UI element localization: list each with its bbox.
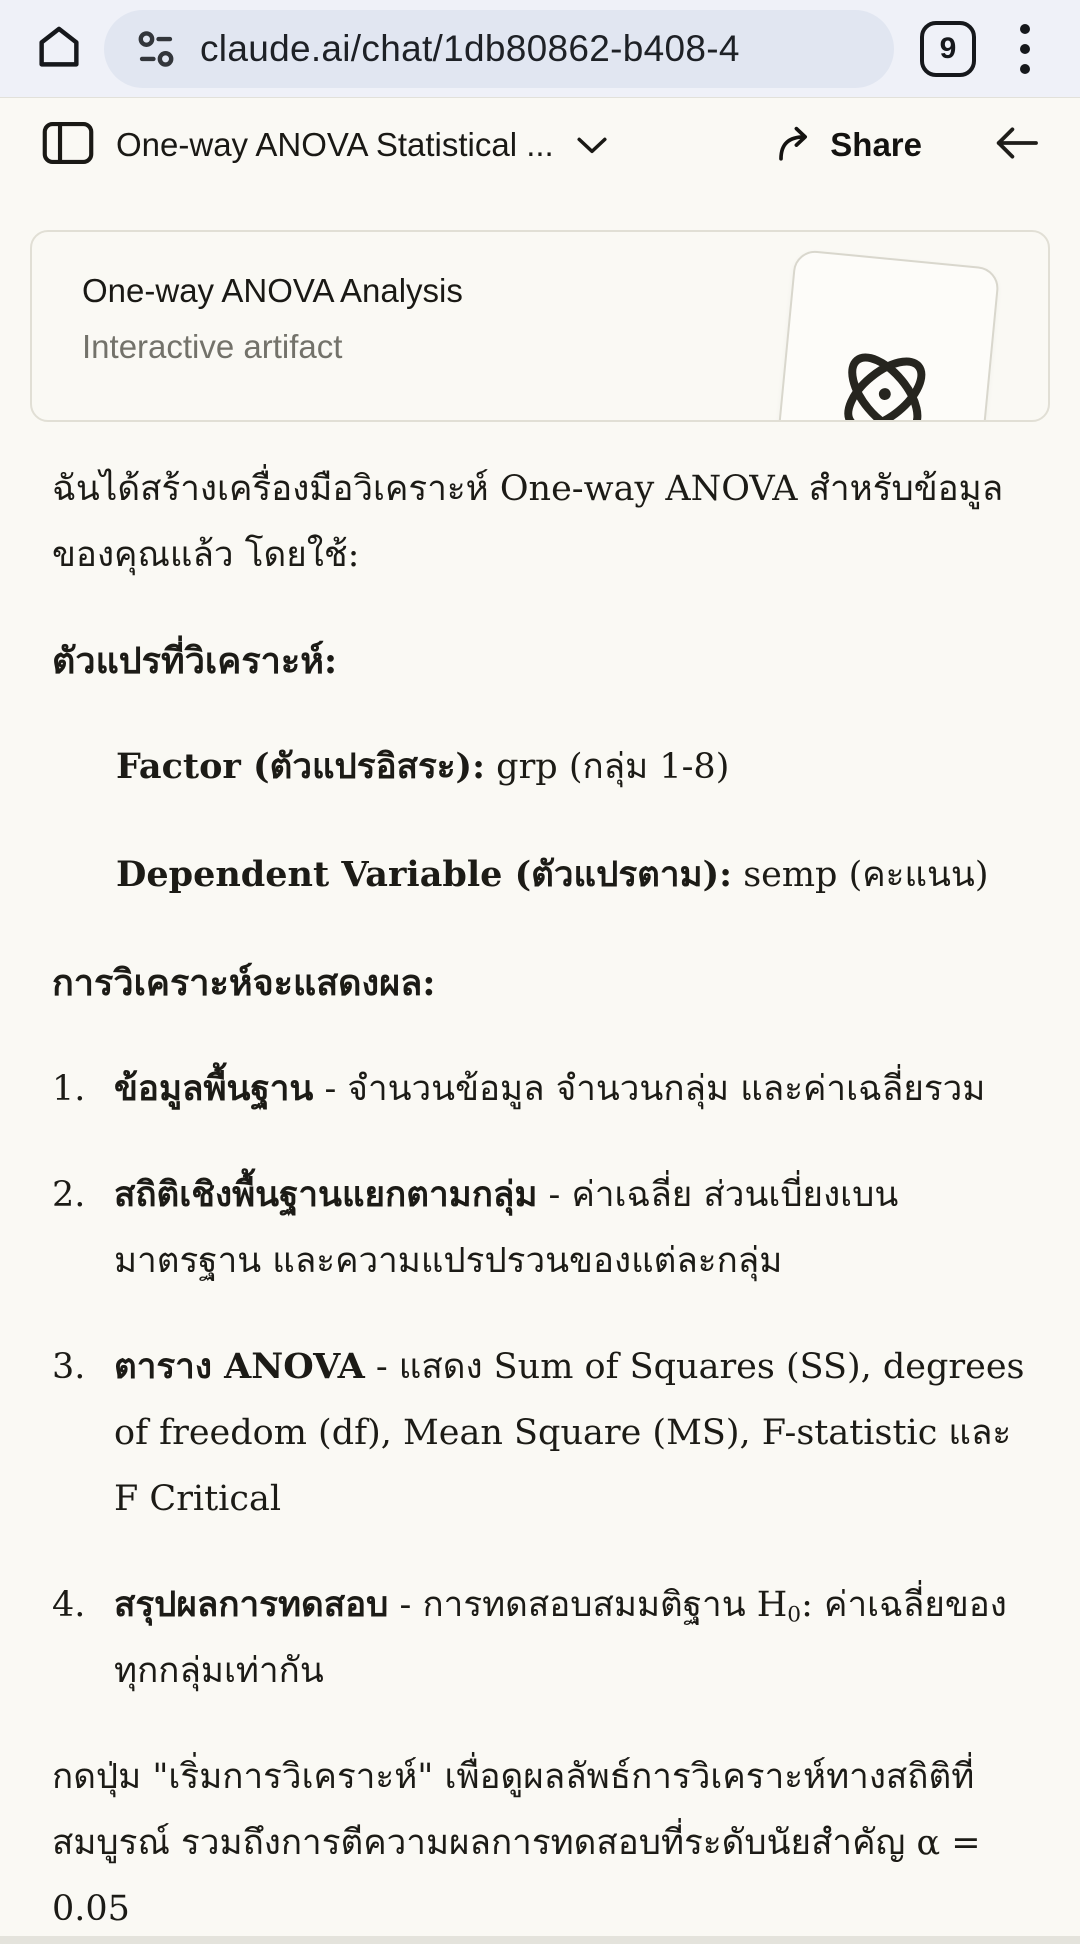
intro-paragraph: ฉัน​ได้​สร้าง​เครื่อง​มือ​วิเคราะห์ One-way ANOVA สำหรับ​ข้อมูล​ของ​คุณ​แล้ว โดย​ใช้:: [52, 469, 1004, 575]
share-button[interactable]: [774, 122, 922, 168]
url-bar[interactable]: [104, 10, 894, 88]
composer-top-edge: [0, 1936, 1080, 1944]
list-item: 1. ข้อมูลพื้นฐาน - จำนวน​ข้อมูล จำนวน​กลุ่ม และ​ค่า​เฉลี่ย​รวม: [52, 1068, 986, 1109]
share-label: Share: [830, 126, 922, 163]
assistant-message: [0, 422, 1080, 1942]
variables-heading: ตัวแปรที่วิเคราะห์:: [52, 640, 338, 682]
results-list: [52, 1056, 1038, 1704]
artifact-title: One-way ANOVA Analysis: [82, 272, 463, 309]
list-item: 3. ตาราง ANOVA - แสดง Sum of Squares (SS), degrees of freedom (df), Mean Square (MS), F-statistic และ F Critical: [52, 1346, 1025, 1519]
browser-menu-button[interactable]: [998, 20, 1052, 78]
url-text: claude.ai/chat/1db80862-b408-4: [200, 27, 740, 69]
artifact-thumbnail: [766, 249, 1001, 422]
browser-bar: [0, 0, 1080, 98]
artifact-subtitle: Interactive artifact: [82, 328, 343, 365]
tab-switcher-button[interactable]: [920, 21, 976, 77]
app-header: [0, 98, 1080, 192]
home-button[interactable]: [30, 20, 88, 78]
site-settings-icon[interactable]: [134, 27, 178, 71]
kebab-menu-icon: [1020, 24, 1030, 34]
chat-title-button[interactable]: [116, 126, 608, 164]
atom-icon: [824, 333, 946, 422]
variables-list: [52, 734, 1038, 908]
artifact-card[interactable]: [30, 230, 1050, 422]
sidebar-toggle-button[interactable]: [38, 120, 98, 170]
list-item: 4. สรุปผลการทดสอบ - การ​ทดสอบ​สมมติฐาน $H_0$: ค่า​เฉลี่ย​ของ​ทุก​กลุ่ม​เท่า​กัน: [52, 1584, 1007, 1691]
list-item: Factor (ตัวแปรอิสระ): grp (กลุ่ม 1-8): [116, 746, 730, 787]
chat-title: One-way ANOVA Statistical ...: [116, 126, 554, 163]
home-icon: [32, 20, 86, 78]
h0-subscript: 0: [787, 1602, 802, 1628]
tab-count: 9: [939, 31, 957, 65]
share-icon: [774, 122, 816, 168]
sidebar-icon: [42, 121, 94, 169]
results-heading: การวิเคราะห์จะแสดงผล:: [52, 962, 436, 1004]
arrow-left-icon: [992, 123, 1040, 167]
list-item: Dependent Variable (ตัวแปรตาม): semp (คะแนน): [116, 854, 989, 895]
list-item: 2. สถิติเชิงพื้นฐานแยกตามกลุ่ม - ค่า​เฉลี่ย ส่วน​เบี่ยง​เบน​มาตรฐาน และ​ความ​แปรปรวน​ของ​แต่​ละ​กลุ่ม: [52, 1174, 899, 1281]
back-button[interactable]: [992, 123, 1040, 167]
chevron-down-icon: [576, 134, 608, 156]
outro-paragraph: กด​ปุ่ม "เริ่ม​การ​วิเคราะห์" เพื่อ​ดู​ผล​ลัพธ์​การ​วิเคราะห์​ทาง​สถิติ​ที่​สมบูรณ์ รวม​ถึง​การ​ตี​ความ​ผล​การ​ทดสอบ​ที่​ระดับ​นัย​สำคัญ α = 0.05: [52, 1757, 981, 1929]
